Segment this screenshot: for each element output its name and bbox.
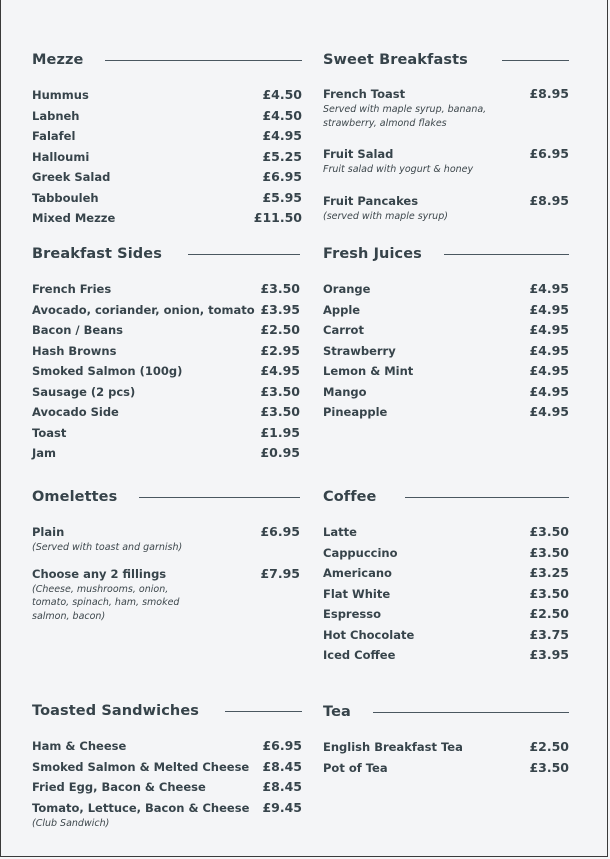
item-list — [32, 525, 300, 623]
menu-item-row — [323, 628, 569, 642]
menu-item — [32, 170, 302, 191]
menu-item-price: £3.50 — [529, 759, 569, 775]
menu-item-name: Avocado, coriander, onion, tomato — [32, 302, 255, 317]
menu-item-price: £0.95 — [260, 445, 300, 460]
menu-item — [323, 566, 569, 587]
menu-item — [32, 88, 302, 109]
menu-item — [32, 525, 300, 555]
menu-item-row — [323, 303, 569, 317]
menu-item-name: Tomato, Lettuce, Bacon & Cheese — [32, 800, 250, 815]
section-mezze — [32, 50, 302, 232]
menu-item-name: Orange — [323, 282, 371, 296]
menu-item-row — [323, 761, 569, 775]
menu-item-row — [323, 364, 569, 378]
section-header — [32, 50, 302, 70]
menu-item-row — [32, 191, 302, 205]
menu-item-name: Bacon / Beans — [32, 323, 123, 337]
menu-item-row — [323, 323, 569, 337]
section-divider — [225, 711, 302, 712]
menu-item-name: Apple — [323, 302, 361, 317]
menu-item-row — [323, 194, 569, 208]
menu-item — [32, 344, 300, 365]
section-divider — [139, 497, 300, 498]
item-list — [323, 282, 569, 426]
menu-item — [323, 282, 569, 303]
menu-item-name: Plain — [32, 525, 65, 539]
menu-item-description: (Cheese, mushrooms, onion, tomato, spinach, ham, smoked salmon, bacon) — [32, 583, 180, 622]
section-header — [323, 487, 569, 507]
menu-item-description: Fruit salad with yogurt & honey — [323, 164, 474, 175]
menu-item-price: £11.50 — [253, 210, 302, 225]
section-title: Omelettes — [32, 489, 118, 505]
menu-item — [323, 147, 569, 177]
menu-item-description: (Served with toast and garnish) — [32, 542, 183, 553]
menu-item-row — [32, 364, 300, 378]
menu-item-row — [32, 303, 300, 317]
menu-item-row — [32, 129, 302, 143]
menu-item-price: £3.50 — [529, 544, 569, 560]
menu-item-row — [323, 87, 569, 101]
section-header — [323, 50, 569, 70]
menu-item-description: Served with maple syrup, banana, strawberry, almond flakes — [323, 104, 487, 129]
menu-item-row — [323, 648, 569, 662]
menu-item-name: Fruit Pancakes — [323, 193, 419, 208]
menu-item-price: £3.95 — [260, 301, 300, 317]
menu-item-name: Hummus — [32, 88, 89, 102]
menu-item — [323, 525, 569, 546]
menu-item-row — [32, 739, 302, 753]
menu-item — [323, 364, 569, 385]
menu-item-name: Lemon & Mint — [323, 364, 414, 378]
menu-item — [32, 129, 302, 150]
menu-item-name: Americano — [323, 566, 392, 580]
section-coffee — [323, 487, 569, 669]
menu-item-name: Ham & Cheese — [32, 739, 127, 753]
menu-item-price: £4.95 — [529, 301, 569, 317]
menu-item-row — [32, 150, 302, 164]
menu-item-price: £6.95 — [262, 169, 302, 184]
menu-item-price: £9.45 — [262, 799, 302, 815]
menu-item-row — [32, 780, 302, 794]
menu-item-price: £2.50 — [529, 739, 569, 754]
menu-item-name: Mixed Mezze — [32, 211, 116, 225]
menu-item-price: £4.50 — [262, 87, 302, 102]
section-divider — [188, 254, 300, 255]
menu-item — [32, 323, 300, 344]
menu-item-price: £4.95 — [529, 404, 569, 419]
item-list — [32, 88, 302, 232]
menu-item-name: Espresso — [323, 607, 381, 621]
menu-item-price: £2.95 — [260, 342, 300, 358]
menu-item-name: Tabbouleh — [32, 190, 99, 205]
menu-item-row — [32, 323, 300, 337]
menu-item — [323, 740, 569, 761]
menu-item-name: Toast — [32, 425, 67, 440]
menu-item-name: Fried Egg, Bacon & Cheese — [32, 780, 206, 794]
menu-item-price: £3.50 — [260, 404, 300, 419]
menu-item-description: (Club Sandwich) — [32, 817, 110, 829]
menu-item — [323, 607, 569, 628]
menu-item-name: Labneh — [32, 108, 80, 123]
menu-item — [32, 191, 302, 212]
section-header — [32, 244, 300, 264]
menu-item-name: Pot of Tea — [323, 760, 388, 775]
menu-item-row — [32, 385, 300, 399]
menu-item-name: Strawberry — [323, 343, 396, 358]
menu-item-price: £8.95 — [529, 192, 569, 208]
menu-item-row — [32, 567, 300, 581]
section-title: Breakfast Sides — [32, 246, 162, 262]
section-header — [323, 702, 569, 722]
menu-item — [32, 426, 300, 447]
menu-item-name: Choose any 2 fillings — [32, 566, 167, 581]
menu-item — [323, 194, 569, 224]
menu-item — [323, 385, 569, 406]
menu-item-price: £3.50 — [260, 281, 300, 296]
menu-item — [32, 760, 302, 781]
section-title: Tea — [323, 704, 351, 720]
menu-item-name: French Fries — [32, 282, 112, 296]
menu-item-price: £3.50 — [529, 585, 569, 601]
item-list — [32, 739, 302, 830]
menu-item — [323, 303, 569, 324]
section-sweet-breakfasts — [323, 50, 569, 223]
menu-item-price: £3.50 — [260, 383, 300, 399]
menu-item-name: Hot Chocolate — [323, 627, 415, 642]
menu-item-price: £4.95 — [260, 363, 300, 378]
menu-item-name: Halloumi — [32, 149, 90, 164]
menu-item-row — [323, 385, 569, 399]
menu-item-price: £6.95 — [529, 146, 569, 161]
menu-item-price: £6.95 — [262, 738, 302, 753]
menu-item-row — [32, 282, 300, 296]
menu-item — [32, 446, 300, 467]
item-list — [323, 740, 569, 781]
menu-item-row — [32, 801, 302, 815]
menu-item-price: £4.95 — [529, 383, 569, 399]
menu-item-name: Carrot — [323, 323, 364, 337]
menu-item-price: £1.95 — [260, 424, 300, 440]
menu-item-name: Cappuccino — [323, 545, 398, 560]
menu-item-name: French Toast — [323, 87, 406, 101]
section-header — [32, 487, 300, 507]
menu-item — [32, 364, 300, 385]
menu-item-row — [323, 587, 569, 601]
menu-item — [32, 385, 300, 406]
section-title: Mezze — [32, 52, 84, 68]
menu-item-price: £3.50 — [529, 524, 569, 539]
menu-item-row — [323, 147, 569, 161]
section-title: Sweet Breakfasts — [323, 52, 468, 68]
section-breakfast-sides — [32, 244, 300, 467]
menu-item-row — [323, 546, 569, 560]
menu-item — [32, 109, 302, 130]
menu-item-row — [32, 344, 300, 358]
menu-item-row — [323, 566, 569, 580]
menu-item-name: Hash Browns — [32, 343, 117, 358]
menu-item — [323, 87, 569, 130]
section-title: Toasted Sandwiches — [32, 703, 200, 719]
menu-item-price: £4.95 — [529, 363, 569, 378]
section-tea — [323, 702, 569, 781]
section-fresh-juices — [323, 244, 569, 426]
menu-item-name: English Breakfast Tea — [323, 740, 463, 754]
menu-item-row — [323, 344, 569, 358]
menu-item — [323, 344, 569, 365]
menu-item-name: Smoked Salmon (100g) — [32, 364, 183, 378]
menu-item — [32, 801, 302, 831]
menu-item-price: £7.95 — [260, 565, 300, 581]
menu-item-row — [32, 446, 300, 460]
menu-item-row — [32, 405, 300, 419]
menu-item — [32, 211, 302, 232]
menu-item-price: £4.50 — [262, 107, 302, 123]
menu-item — [32, 303, 300, 324]
menu-item — [32, 739, 302, 760]
menu-item-row — [32, 525, 300, 539]
menu-item — [323, 628, 569, 649]
menu-item-row — [32, 88, 302, 102]
menu-item-name: Greek Salad — [32, 170, 111, 184]
menu-item — [323, 405, 569, 426]
menu-item-price: £8.45 — [262, 779, 302, 794]
section-divider — [405, 497, 570, 498]
item-list — [323, 525, 569, 669]
section-divider — [444, 254, 569, 255]
item-list — [32, 282, 300, 467]
menu-item-price: £4.95 — [529, 322, 569, 337]
menu-item — [323, 648, 569, 669]
menu-item-row — [323, 525, 569, 539]
menu-item — [323, 323, 569, 344]
menu-item-row — [32, 170, 302, 184]
section-divider — [373, 712, 569, 713]
menu-item-price: £8.95 — [529, 86, 569, 101]
menu-item-price: £4.95 — [262, 128, 302, 143]
section-title: Fresh Juices — [323, 246, 422, 262]
section-header — [323, 244, 569, 264]
menu-item-row — [323, 607, 569, 621]
menu-item-price: £4.95 — [529, 281, 569, 296]
menu-item-name: Mango — [323, 384, 367, 399]
menu-item-row — [323, 282, 569, 296]
menu-item — [323, 546, 569, 567]
menu-item-price: £4.95 — [529, 342, 569, 358]
menu-item — [323, 587, 569, 608]
menu-item-name: Iced Coffee — [323, 648, 396, 662]
menu-item-row — [32, 760, 302, 774]
menu-item — [32, 405, 300, 426]
menu-item-name: Latte — [323, 525, 357, 539]
menu-item-price: £2.50 — [529, 606, 569, 621]
item-list — [323, 87, 569, 223]
menu-item-name: Smoked Salmon & Melted Cheese — [32, 759, 250, 774]
menu-item — [32, 567, 300, 624]
menu-item-price: £2.50 — [260, 322, 300, 337]
menu-item — [32, 780, 302, 801]
menu-item-name: Fruit Salad — [323, 147, 394, 161]
menu-item-row — [323, 740, 569, 754]
section-title: Coffee — [323, 489, 377, 505]
section-header — [32, 701, 302, 721]
section-divider — [502, 60, 569, 61]
menu-item-row — [32, 211, 302, 225]
menu-item-name: Falafel — [32, 129, 76, 143]
menu-item-name: Sausage (2 pcs) — [32, 384, 136, 399]
menu-item-name: Avocado Side — [32, 405, 119, 419]
section-toasted-sandwiches — [32, 701, 302, 830]
menu-item-price: £6.95 — [260, 524, 300, 539]
menu-item — [32, 150, 302, 171]
menu-item-price: £3.95 — [529, 647, 569, 662]
menu-item-name: Flat White — [323, 586, 391, 601]
menu-item-price: £5.95 — [262, 189, 302, 205]
menu-item-price: £3.25 — [529, 565, 569, 580]
section-omelettes — [32, 487, 300, 623]
menu-item-row — [323, 405, 569, 419]
menu-item-row — [32, 109, 302, 123]
menu-item-row — [32, 426, 300, 440]
menu-item-name: Pineapple — [323, 405, 388, 419]
menu-item-description: (served with maple syrup) — [323, 210, 448, 222]
menu-item — [32, 282, 300, 303]
menu-item-price: £5.25 — [262, 148, 302, 164]
menu-item-name: Jam — [32, 446, 57, 460]
menu-item-price: £8.45 — [262, 758, 302, 774]
menu-item-price: £3.75 — [529, 626, 569, 642]
menu-item — [323, 761, 569, 782]
section-divider — [105, 60, 302, 61]
